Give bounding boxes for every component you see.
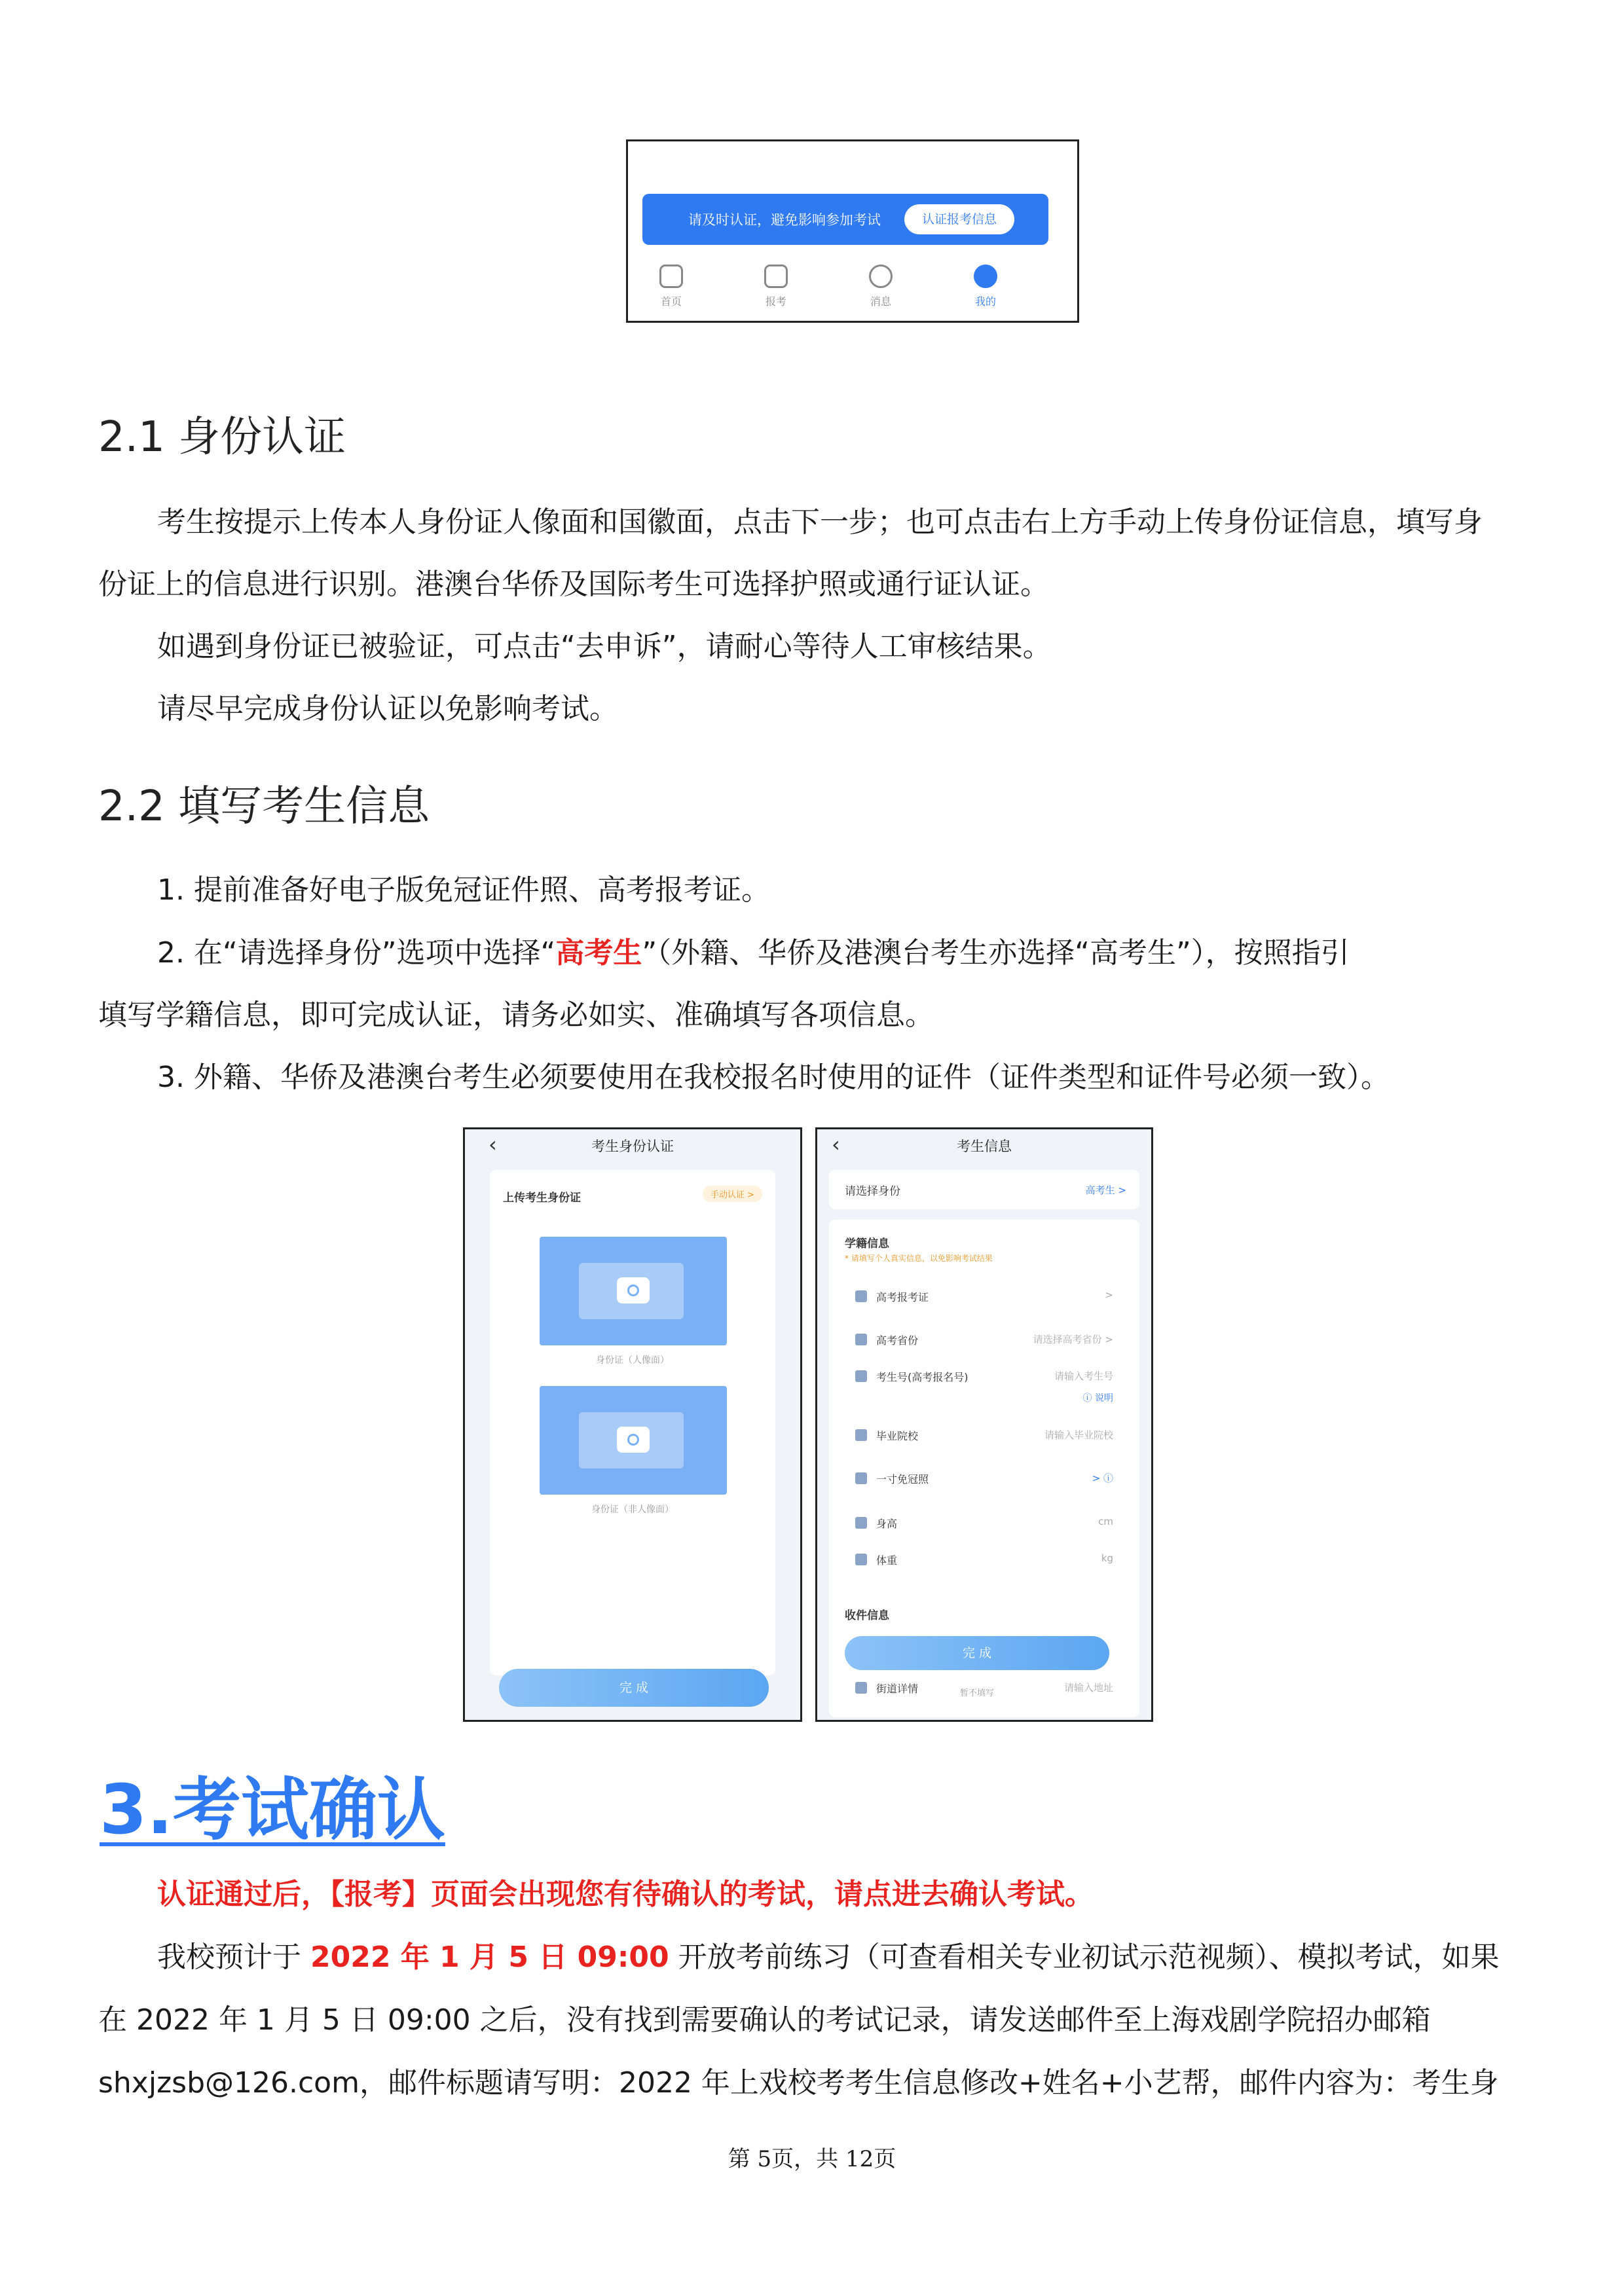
row-province[interactable]: 高考省份 请选择高考省份 > [855,1328,1113,1355]
message-icon [869,264,893,288]
school-title: 学籍信息 [845,1237,889,1250]
section-heading-3: 3.考试确认 [100,1770,445,1850]
paragraph: 份证上的信息进行识别。港澳台华侨及国际考生可选择护照或通行证认证。 [98,568,1049,601]
done-button[interactable]: 完 成 [845,1636,1109,1670]
section-heading-2-1: 2.1 身份认证 [98,413,346,462]
section-heading-2-2: 2.2 填写考生信息 [98,782,430,831]
paragraph: shxjzsb@126.com，邮件标题请写明：2022 年上戏校考考生信息修改+姓名+小艺帮，邮件内容为：考生身 [98,2066,1499,2100]
back-icon[interactable]: ‹ [489,1132,497,1157]
location-icon [855,1334,867,1345]
paragraph: 在 2022 年 1 月 5 日 09:00 之后，没有找到需要确认的考试记录，请发送邮件至上海戏剧学院招办邮箱 [98,2003,1431,2037]
back-caption: 身份证（非人像面） [591,1504,674,1515]
card-title: 上传考生身份证 [503,1192,581,1205]
tab-apply[interactable]: 报考 [750,264,802,308]
paragraph: 如遇到身份证已被验证，可点击“去申诉”，请耐心等待人工审核结果。 [157,630,1052,663]
student-info-screenshot [815,1127,1153,1722]
home-icon [659,264,683,288]
card-icon [855,1290,867,1302]
id-icon [855,1370,867,1382]
row-school[interactable]: 毕业院校 请输入毕业院校 [855,1424,1113,1450]
row-exam-number[interactable]: 考生号(高考报名号) 请输入考生号 [855,1365,1113,1391]
paragraph: 请尽早完成身份认证以免影响考试。 [157,692,618,725]
banner-screenshot [626,139,1079,323]
school-info-card [829,1220,1139,1717]
photo-icon [855,1472,867,1484]
height-icon [855,1517,867,1529]
id-back-upload[interactable] [540,1386,727,1495]
list-item: 2. 在“请选择身份”选项中选择“高考生”（外籍、华侨及港澳台考生亦选择“高考生”），按照指引 [157,936,1350,970]
screen-title: 考生身份认证 [591,1139,674,1154]
banner-text: 请及时认证，避免影响参加考试 [688,212,881,228]
screen-title: 考生信息 [957,1139,1012,1154]
profile-icon [974,264,997,288]
later-link[interactable]: 暂不填写 [960,1688,995,1698]
back-icon[interactable]: ‹ [832,1132,840,1157]
paragraph: 我校预计于 2022 年 1 月 5 日 09:00 开放考前练习（可查看相关专业初试示范视频）、模拟考试，如果 [157,1941,1500,1974]
list-item: 3. 外籍、华侨及港澳台考生必须要使用在我校报名时使用的证件（证件类型和证件号必须一致）。 [157,1061,1390,1094]
mail-title: 收件信息 [845,1609,889,1622]
clipboard-icon [764,264,788,288]
tab-home[interactable]: 首页 [645,264,697,308]
row-exam-card[interactable]: 高考报考证 > [855,1285,1113,1311]
front-caption: 身份证（人像面） [596,1355,669,1366]
map-icon [855,1682,867,1694]
id-front-upload[interactable] [540,1237,727,1345]
row-photo[interactable]: 一寸免冠照 > ⓘ [855,1467,1113,1493]
upload-card [490,1170,775,1675]
school-icon [855,1429,867,1441]
tab-mine[interactable]: 我的 [959,264,1012,308]
id-verify-screenshot [463,1127,802,1722]
row-street[interactable]: 街道详情 请输入地址 [855,1677,1113,1703]
page-footer: 第 5页，共 12页 [728,2146,896,2172]
done-button[interactable]: 完 成 [499,1669,769,1707]
highlight-gaokao: 高考生 [555,936,642,970]
camera-icon [617,1277,650,1303]
row-weight[interactable]: 体重 kg [855,1548,1113,1575]
highlight-date: 2022 年 1 月 5 日 09:00 [310,1941,669,1974]
row-height[interactable]: 身高 cm [855,1512,1113,1538]
manual-verify-tag[interactable]: 手动认证 > [703,1186,762,1202]
identity-select[interactable]: 请选择身份 高考生 > [829,1170,1139,1209]
red-notice: 认证通过后，【报考】页面会出现您有待确认的考试，请点进去确认考试。 [157,1878,1094,1911]
explain-link[interactable]: ⓘ 说明 [1082,1393,1113,1404]
verify-info-button[interactable]: 认证报考信息 [904,204,1014,234]
list-item: 1. 提前准备好电子版免冠证件照、高考报考证。 [157,873,770,907]
weight-icon [855,1554,867,1565]
school-note: * 请填写个人真实信息，以免影响考试结果 [845,1254,993,1263]
camera-icon [617,1427,650,1453]
paragraph: 考生按提示上传本人身份证人像面和国徽面，点击下一步；也可点击右上方手动上传身份证信息，填写身 [157,505,1483,539]
tab-messages[interactable]: 消息 [855,264,907,308]
paragraph: 填写学籍信息，即可完成认证，请务必如实、准确填写各项信息。 [98,998,934,1032]
verify-banner [642,194,1048,245]
